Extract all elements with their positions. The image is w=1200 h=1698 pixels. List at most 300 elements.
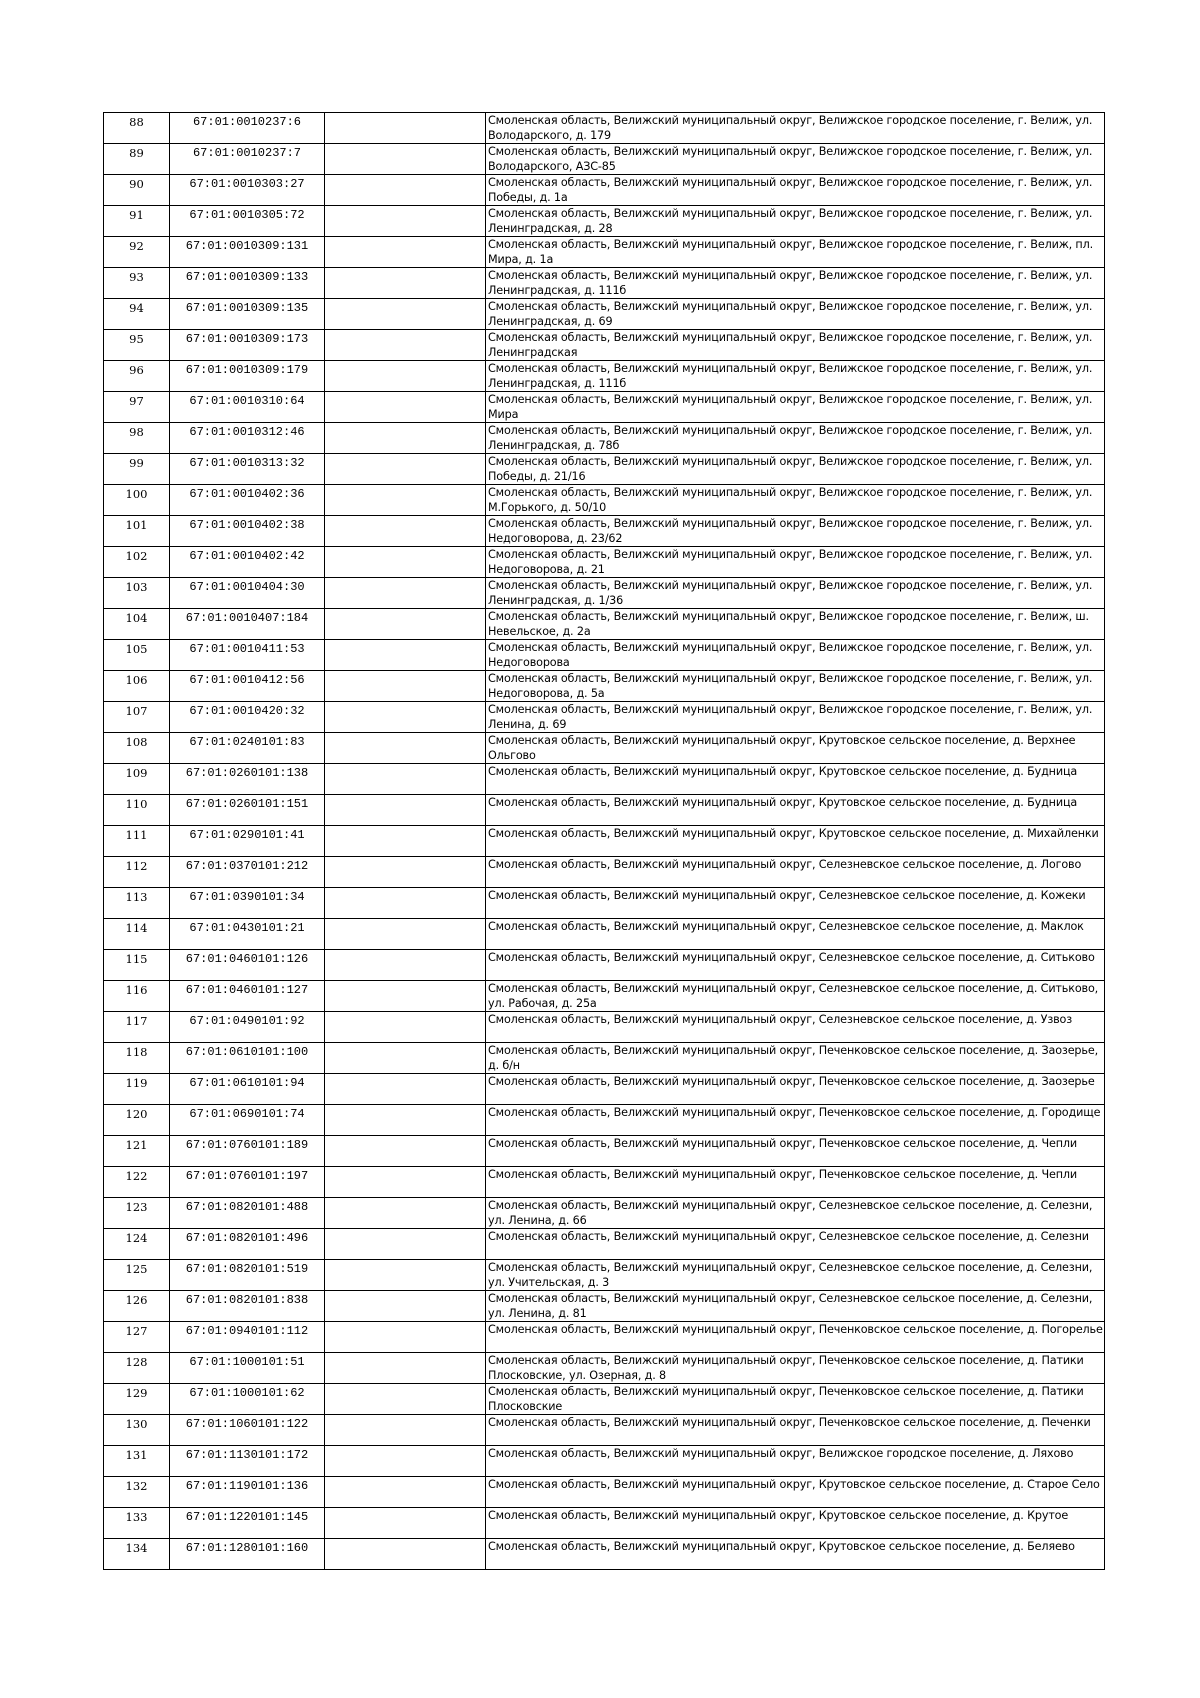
row-number: 128 [125, 1355, 148, 1369]
cadastral-number-cell [170, 113, 325, 144]
cadastral-number-cell [170, 1043, 325, 1074]
cadastral-number-cell [170, 640, 325, 671]
table-row [104, 175, 1105, 206]
row-number-cell [104, 1167, 170, 1198]
row-number-cell [104, 113, 170, 144]
cadastral-number-cell [170, 795, 325, 826]
cadastral-number-cell [170, 1384, 325, 1415]
row-number: 116 [125, 983, 148, 997]
cadastral-number: 67:01:1280101:160 [185, 1541, 309, 1555]
table-row [104, 1198, 1105, 1229]
cadastral-number-cell [170, 857, 325, 888]
row-number-cell [104, 144, 170, 175]
empty-cell-cell [325, 423, 486, 454]
table-row [104, 764, 1105, 795]
cadastral-number-cell [170, 1353, 325, 1384]
row-number-cell [104, 733, 170, 764]
cadastral-number-cell [170, 1012, 325, 1043]
cadastral-number-cell [170, 361, 325, 392]
cadastral-number-cell [170, 423, 325, 454]
cadastral-number-cell [170, 1105, 325, 1136]
empty-cell-cell [325, 857, 486, 888]
address-cell [486, 1446, 1105, 1477]
row-number-cell [104, 423, 170, 454]
address: Смоленская область, Велижский муниципальный округ, Селезневское сельское поселение, д. Селезни [488, 1230, 1089, 1243]
cadastral-number: 67:01:0240101:83 [189, 735, 305, 749]
address-cell [486, 206, 1105, 237]
cadastral-number-cell [170, 485, 325, 516]
cadastral-number-cell [170, 547, 325, 578]
address-cell [486, 733, 1105, 764]
empty-cell-cell [325, 1539, 486, 1570]
cadastral-number: 67:01:1130101:172 [185, 1448, 309, 1462]
cadastral-number-cell [170, 919, 325, 950]
row-number: 134 [125, 1541, 148, 1555]
address-cell [486, 485, 1105, 516]
row-number-cell [104, 919, 170, 950]
cadastral-number-cell [170, 175, 325, 206]
address-cell [486, 330, 1105, 361]
address: Смоленская область, Велижский муниципальный округ, Селезневское сельское поселение, д. Логово [488, 858, 1082, 871]
row-number: 132 [125, 1479, 148, 1493]
table-row [104, 671, 1105, 702]
address-cell [486, 950, 1105, 981]
table-row [104, 1446, 1105, 1477]
row-number: 103 [125, 580, 148, 594]
address-cell [486, 113, 1105, 144]
cadastral-number: 67:01:1000101:62 [189, 1386, 305, 1400]
table-row [104, 733, 1105, 764]
cadastral-number-cell [170, 702, 325, 733]
row-number: 130 [125, 1417, 148, 1431]
empty-cell-cell [325, 702, 486, 733]
cadastral-number-cell [170, 1322, 325, 1353]
cadastral-number-cell [170, 1508, 325, 1539]
address: Смоленская область, Велижский муниципальный округ, Печенковское сельское поселение, д. Чепли [488, 1168, 1078, 1181]
address-cell [486, 857, 1105, 888]
address: Смоленская область, Велижский муниципальный округ, Велижское городское поселение, г. Велиж, ул. Недоговорова, д. 21 [488, 548, 1093, 576]
table-row [104, 640, 1105, 671]
row-number: 131 [125, 1448, 148, 1462]
row-number: 104 [125, 611, 148, 625]
row-number: 90 [129, 177, 144, 191]
table-row [104, 1229, 1105, 1260]
row-number: 91 [129, 208, 144, 222]
empty-cell-cell [325, 1260, 486, 1291]
row-number-cell [104, 485, 170, 516]
cadastral-number: 67:01:0260101:151 [185, 797, 309, 811]
row-number-cell [104, 1043, 170, 1074]
row-number-cell [104, 578, 170, 609]
cadastral-number: 67:01:0610101:94 [189, 1076, 305, 1090]
cadastral-number: 67:01:0010309:173 [185, 332, 309, 346]
row-number: 101 [125, 518, 148, 532]
cadastral-number-cell [170, 237, 325, 268]
empty-cell-cell [325, 1477, 486, 1508]
empty-cell-cell [325, 485, 486, 516]
cadastral-number: 67:01:0010309:131 [185, 239, 309, 253]
address-cell [486, 1415, 1105, 1446]
cadastral-number-cell [170, 671, 325, 702]
empty-cell-cell [325, 578, 486, 609]
table-row [104, 1260, 1105, 1291]
row-number-cell [104, 175, 170, 206]
cadastral-number-cell [170, 578, 325, 609]
table-row [104, 1415, 1105, 1446]
row-number: 112 [125, 859, 148, 873]
empty-cell-cell [325, 671, 486, 702]
row-number: 110 [125, 797, 148, 811]
cadastral-number: 67:01:0010237:6 [192, 115, 302, 129]
row-number: 93 [129, 270, 144, 284]
cadastral-number: 67:01:0490101:92 [189, 1014, 305, 1028]
address: Смоленская область, Велижский муниципальный округ, Велижское городское поселение, г. Велиж, ул. Недоговорова [488, 641, 1093, 669]
table-row [104, 454, 1105, 485]
row-number: 107 [125, 704, 148, 718]
address-cell [486, 609, 1105, 640]
row-number: 124 [125, 1231, 148, 1245]
cadastral-number-cell [170, 981, 325, 1012]
cadastral-number-cell [170, 1539, 325, 1570]
table-row [104, 1043, 1105, 1074]
empty-cell-cell [325, 547, 486, 578]
row-number: 98 [129, 425, 144, 439]
address-cell [486, 671, 1105, 702]
cadastral-number-cell [170, 609, 325, 640]
empty-cell-cell [325, 392, 486, 423]
cadastral-number: 67:01:0010310:64 [189, 394, 305, 408]
cadastral-number: 67:01:0820101:496 [185, 1231, 309, 1245]
table-row [104, 857, 1105, 888]
table-row [104, 547, 1105, 578]
address: Смоленская область, Велижский муниципальный округ, Велижское городское поселение, г. Велиж, ул. Ленинградская [488, 331, 1093, 359]
address: Смоленская область, Велижский муниципальный округ, Велижское городское поселение, г. Велиж, ул. Победы, д. 1а [488, 176, 1093, 204]
empty-cell-cell [325, 1105, 486, 1136]
address: Смоленская область, Велижский муниципальный округ, Печенковское сельское поселение, д. Патики Плосковские [488, 1385, 1084, 1413]
table-row [104, 578, 1105, 609]
cadastral-number: 67:01:0010237:7 [192, 146, 302, 160]
table-row [104, 144, 1105, 175]
land-plot-table [103, 112, 1105, 1570]
row-number-cell [104, 299, 170, 330]
cadastral-number: 67:01:1000101:51 [189, 1355, 305, 1369]
row-number-cell [104, 1446, 170, 1477]
row-number-cell [104, 1229, 170, 1260]
cadastral-number: 67:01:0940101:112 [185, 1324, 309, 1338]
row-number: 109 [125, 766, 148, 780]
address: Смоленская область, Велижский муниципальный округ, Велижское городское поселение, г. Велиж, ш. Невельское, д. 2а [488, 610, 1089, 638]
cadastral-number: 67:01:0820101:488 [185, 1200, 309, 1214]
row-number-cell [104, 1508, 170, 1539]
row-number: 97 [129, 394, 144, 408]
address: Смоленская область, Велижский муниципальный округ, Велижское городское поселение, д. Ляхово [488, 1447, 1074, 1460]
row-number: 133 [125, 1510, 148, 1524]
address: Смоленская область, Велижский муниципальный округ, Крутовское сельское поселение, д. Старое Село [488, 1478, 1100, 1491]
cadastral-number: 67:01:0010313:32 [189, 456, 305, 470]
empty-cell-cell [325, 764, 486, 795]
row-number: 113 [125, 890, 148, 904]
row-number-cell [104, 547, 170, 578]
row-number: 120 [125, 1107, 148, 1121]
row-number-cell [104, 981, 170, 1012]
cadastral-number-cell [170, 299, 325, 330]
address-cell [486, 826, 1105, 857]
table-row [104, 1012, 1105, 1043]
row-number-cell [104, 950, 170, 981]
address-cell [486, 1322, 1105, 1353]
table-row [104, 826, 1105, 857]
address: Смоленская область, Велижский муниципальный округ, Крутовское сельское поселение, д. Михайленки [488, 827, 1099, 840]
cadastral-number-cell [170, 516, 325, 547]
address: Смоленская область, Велижский муниципальный округ, Селезневское сельское поселение, д. Ситьково, ул. Рабочая, д. 25а [488, 982, 1099, 1010]
empty-cell-cell [325, 640, 486, 671]
address: Смоленская область, Велижский муниципальный округ, Селезневское сельское поселение, д. Ситьково [488, 951, 1095, 964]
row-number: 96 [129, 363, 144, 377]
table-row [104, 1508, 1105, 1539]
address-cell [486, 888, 1105, 919]
table-row [104, 950, 1105, 981]
row-number-cell [104, 826, 170, 857]
cadastral-number-cell [170, 392, 325, 423]
address-cell [486, 578, 1105, 609]
row-number-cell [104, 1322, 170, 1353]
row-number: 121 [125, 1138, 148, 1152]
row-number: 123 [125, 1200, 148, 1214]
address: Смоленская область, Велижский муниципальный округ, Велижское городское поселение, г. Велиж, ул. Недоговорова, д. 5а [488, 672, 1093, 700]
address-cell [486, 1074, 1105, 1105]
address-cell [486, 1508, 1105, 1539]
empty-cell-cell [325, 888, 486, 919]
cadastral-number: 67:01:0690101:74 [189, 1107, 305, 1121]
cadastral-number: 67:01:1220101:145 [185, 1510, 309, 1524]
address: Смоленская область, Велижский муниципальный округ, Крутовское сельское поселение, д. Крутое [488, 1509, 1069, 1522]
row-number-cell [104, 640, 170, 671]
address: Смоленская область, Велижский муниципальный округ, Селезневское сельское поселение, д. Узвоз [488, 1013, 1073, 1026]
row-number-cell [104, 857, 170, 888]
cadastral-number: 67:01:0760101:189 [185, 1138, 309, 1152]
row-number-cell [104, 1384, 170, 1415]
address-cell [486, 1291, 1105, 1322]
address-cell [486, 1043, 1105, 1074]
row-number: 122 [125, 1169, 148, 1183]
cadastral-number: 67:01:0010305:72 [189, 208, 305, 222]
address-cell [486, 640, 1105, 671]
address: Смоленская область, Велижский муниципальный округ, Крутовское сельское поселение, д. Верхнее Ольгово [488, 734, 1076, 762]
empty-cell-cell [325, 1229, 486, 1260]
cadastral-number-cell [170, 268, 325, 299]
cadastral-number-cell [170, 1477, 325, 1508]
cadastral-number-cell [170, 1291, 325, 1322]
address-cell [486, 981, 1105, 1012]
row-number: 126 [125, 1293, 148, 1307]
row-number: 119 [125, 1076, 148, 1090]
cadastral-number: 67:01:0460101:126 [185, 952, 309, 966]
empty-cell-cell [325, 361, 486, 392]
table-row [104, 423, 1105, 454]
row-number: 99 [129, 456, 144, 470]
row-number: 127 [125, 1324, 148, 1338]
address: Смоленская область, Велижский муниципальный округ, Печенковское сельское поселение, д. Патики Плосковские, ул. Озерная, д. 8 [488, 1354, 1084, 1382]
address-cell [486, 1167, 1105, 1198]
address-cell [486, 175, 1105, 206]
row-number-cell [104, 609, 170, 640]
address: Смоленская область, Велижский муниципальный округ, Велижское городское поселение, г. Велиж, ул. Ленинградская, д. 111б [488, 269, 1093, 297]
address-cell [486, 268, 1105, 299]
address-cell [486, 1260, 1105, 1291]
address-cell [486, 795, 1105, 826]
cadastral-number-cell [170, 1167, 325, 1198]
address-cell [486, 1105, 1105, 1136]
row-number: 92 [129, 239, 144, 253]
row-number: 88 [129, 115, 144, 129]
row-number-cell [104, 1415, 170, 1446]
empty-cell-cell [325, 1446, 486, 1477]
table-row [104, 237, 1105, 268]
cadastral-number: 67:01:0820101:519 [185, 1262, 309, 1276]
empty-cell-cell [325, 609, 486, 640]
empty-cell-cell [325, 981, 486, 1012]
row-number-cell [104, 671, 170, 702]
address-cell [486, 454, 1105, 485]
table-row [104, 1291, 1105, 1322]
row-number-cell [104, 888, 170, 919]
row-number-cell [104, 1074, 170, 1105]
table-row [104, 1074, 1105, 1105]
row-number-cell [104, 1539, 170, 1570]
empty-cell-cell [325, 1012, 486, 1043]
row-number-cell [104, 516, 170, 547]
address: Смоленская область, Велижский муниципальный округ, Велижское городское поселение, г. Велиж, ул. Ленинградская, д. 1/36 [488, 579, 1093, 607]
empty-cell-cell [325, 1384, 486, 1415]
cadastral-number: 67:01:0010309:133 [185, 270, 309, 284]
address: Смоленская область, Велижский муниципальный округ, Печенковское сельское поселение, д. Печенки [488, 1416, 1091, 1429]
table-row [104, 485, 1105, 516]
empty-cell-cell [325, 1415, 486, 1446]
cadastral-number: 67:01:0260101:138 [185, 766, 309, 780]
address-cell [486, 361, 1105, 392]
address-cell [486, 516, 1105, 547]
cadastral-number-cell [170, 144, 325, 175]
empty-cell-cell [325, 299, 486, 330]
cadastral-number: 67:01:0370101:212 [185, 859, 309, 873]
row-number-cell [104, 1105, 170, 1136]
empty-cell-cell [325, 1353, 486, 1384]
empty-cell-cell [325, 206, 486, 237]
address: Смоленская область, Велижский муниципальный округ, Велижское городское поселение, г. Велиж, ул. Ленинградская, д. 111б [488, 362, 1093, 390]
address-cell [486, 1229, 1105, 1260]
cadastral-number: 67:01:0010404:30 [189, 580, 305, 594]
cadastral-number-cell [170, 733, 325, 764]
row-number-cell [104, 268, 170, 299]
row-number: 118 [125, 1045, 148, 1059]
cadastral-number-cell [170, 1136, 325, 1167]
row-number: 102 [125, 549, 148, 563]
cadastral-number: 67:01:0430101:21 [189, 921, 305, 935]
address-cell [486, 1384, 1105, 1415]
address: Смоленская область, Велижский муниципальный округ, Крутовское сельское поселение, д. Беляево [488, 1540, 1075, 1553]
table-row [104, 919, 1105, 950]
cadastral-number-cell [170, 950, 325, 981]
address-cell [486, 392, 1105, 423]
row-number-cell [104, 454, 170, 485]
table-row [104, 1136, 1105, 1167]
address: Смоленская область, Велижский муниципальный округ, Велижское городское поселение, г. Велиж, ул. Ленинградская, д. 69 [488, 300, 1093, 328]
table-row [104, 299, 1105, 330]
cadastral-number: 67:01:0010309:179 [185, 363, 309, 377]
table-row [104, 1384, 1105, 1415]
table-row [104, 268, 1105, 299]
cadastral-number: 67:01:0010411:53 [189, 642, 305, 656]
table-row [104, 206, 1105, 237]
row-number-cell [104, 361, 170, 392]
address: Смоленская область, Велижский муниципальный округ, Велижское городское поселение, г. Велиж, ул. Володарского, д. 179 [488, 114, 1093, 142]
row-number: 100 [125, 487, 148, 501]
row-number-cell [104, 1260, 170, 1291]
address: Смоленская область, Велижский муниципальный округ, Велижское городское поселение, г. Велиж, пл. Мира, д. 1а [488, 238, 1094, 266]
empty-cell-cell [325, 1043, 486, 1074]
address-cell [486, 764, 1105, 795]
table-row [104, 113, 1105, 144]
table-row [104, 330, 1105, 361]
cadastral-number-cell [170, 206, 325, 237]
row-number-cell [104, 764, 170, 795]
cadastral-number-cell [170, 1446, 325, 1477]
empty-cell-cell [325, 454, 486, 485]
table-row [104, 392, 1105, 423]
row-number-cell [104, 1353, 170, 1384]
row-number-cell [104, 702, 170, 733]
address-cell [486, 1012, 1105, 1043]
table-row [104, 702, 1105, 733]
address: Смоленская область, Велижский муниципальный округ, Крутовское сельское поселение, д. Будница [488, 765, 1078, 778]
table-row [104, 795, 1105, 826]
table-row [104, 1539, 1105, 1570]
row-number-cell [104, 206, 170, 237]
address: Смоленская область, Велижский муниципальный округ, Печенковское сельское поселение, д. Городище [488, 1106, 1101, 1119]
row-number-cell [104, 1198, 170, 1229]
cadastral-number-cell [170, 1229, 325, 1260]
table-row [104, 1105, 1105, 1136]
cadastral-number: 67:01:0010402:36 [189, 487, 305, 501]
empty-cell-cell [325, 1167, 486, 1198]
cadastral-number: 67:01:0290101:41 [189, 828, 305, 842]
empty-cell-cell [325, 919, 486, 950]
cadastral-number: 67:01:0010402:42 [189, 549, 305, 563]
address-cell [486, 237, 1105, 268]
row-number-cell [104, 1477, 170, 1508]
cadastral-number: 67:01:0010309:135 [185, 301, 309, 315]
table-row [104, 361, 1105, 392]
address-cell [486, 1539, 1105, 1570]
cadastral-number-cell [170, 1260, 325, 1291]
cadastral-number-cell [170, 1074, 325, 1105]
address: Смоленская область, Велижский муниципальный округ, Велижское городское поселение, г. Велиж, ул. М.Горького, д. 50/10 [488, 486, 1093, 514]
address: Смоленская область, Велижский муниципальный округ, Велижское городское поселение, г. Велиж, ул. Победы, д. 21/16 [488, 455, 1093, 483]
address: Смоленская область, Велижский муниципальный округ, Селезневское сельское поселение, д. Селезни, ул. Учительская, д. 3 [488, 1261, 1093, 1289]
address-cell [486, 299, 1105, 330]
row-number-cell [104, 1136, 170, 1167]
address: Смоленская область, Велижский муниципальный округ, Печенковское сельское поселение, д. Заозерье [488, 1075, 1095, 1088]
empty-cell-cell [325, 950, 486, 981]
empty-cell-cell [325, 1322, 486, 1353]
table-row [104, 1353, 1105, 1384]
row-number: 106 [125, 673, 148, 687]
cadastral-number: 67:01:0010420:32 [189, 704, 305, 718]
cadastral-number: 67:01:0820101:838 [185, 1293, 309, 1307]
address-cell [486, 702, 1105, 733]
empty-cell-cell [325, 1136, 486, 1167]
empty-cell-cell [325, 516, 486, 547]
